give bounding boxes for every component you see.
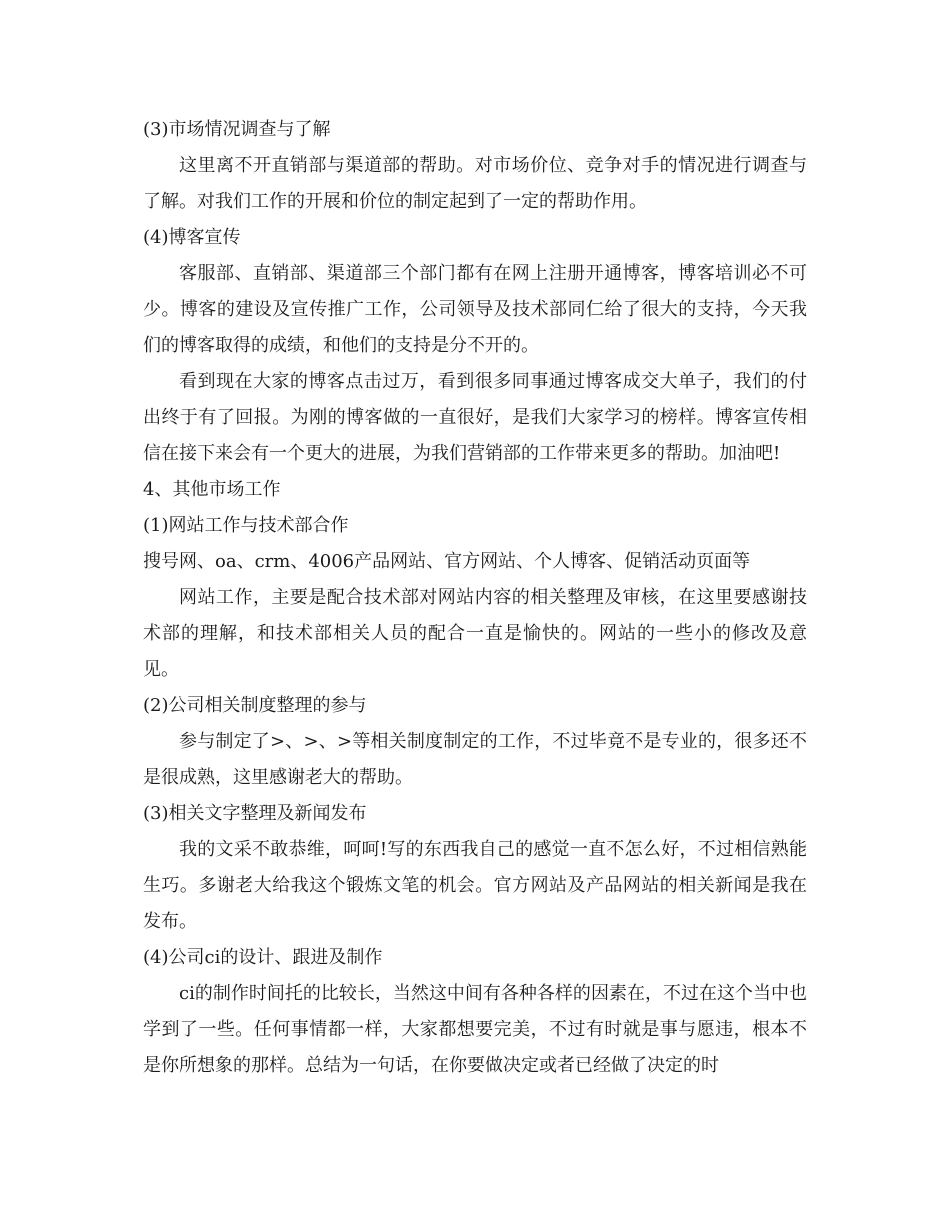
body-paragraph: 参与制定了>、>、>等相关制度制定的工作，不过毕竟不是专业的，很多还不是很成熟，这里感谢老大的帮助。 [143,731,807,788]
section-heading: (3)相关文字整理及新闻发布 [143,803,367,824]
section-heading: 搜号网、oa、crm、4006产品网站、官方网站、个人博客、促销活动页面等 [143,551,751,572]
body-paragraph: 我的文采不敢恭维，呵呵!写的东西我自己的感觉一直不怎么好，不过相信熟能生巧。多谢老大给我这个锻炼文笔的机会。官方网站及产品网站的相关新闻是我在发布。 [143,839,807,932]
document-body [143,112,807,1084]
section-heading: (1)网站工作与技术部合作 [143,515,349,536]
body-paragraph: ci的制作时间托的比较长，当然这中间有各种各样的因素在，不过在这个当中也学到了一些。任何事情都一样，大家都想要完美，不过有时就是事与愿违，根本不是你所想象的那样。总结为一句话，在你要做决定或者已经做了决定的时 [143,983,807,1076]
section-heading: (3)市场情况调查与了解 [143,119,331,140]
section-heading: (2)公司相关制度整理的参与 [143,695,367,716]
body-paragraph: 网站工作，主要是配合技术部对网站内容的相关整理及审核，在这里要感谢技术部的理解，和技术部相关人员的配合一直是愉快的。网站的一些小的修改及意见。 [143,587,807,680]
section-heading: (4)公司ci的设计、跟进及制作 [143,947,383,968]
body-paragraph: 这里离不开直销部与渠道部的帮助。对市场价位、竞争对手的情况进行调查与了解。对我们工作的开展和价位的制定起到了一定的帮助作用。 [143,155,807,212]
body-paragraph: 看到现在大家的博客点击过万，看到很多同事通过博客成交大单子，我们的付出终于有了回报。为刚的博客做的一直很好，是我们大家学习的榜样。博客宣传相信在接下来会有一个更大的进展，为我们营销部的工作带来更多的帮助。加油吧! [143,371,807,464]
body-paragraph: 客服部、直销部、渠道部三个部门都有在网上注册开通博客，博客培训必不可少。博客的建设及宣传推广工作，公司领导及技术部同仁给了很大的支持，今天我们的博客取得的成绩，和他们的支持是分不开的。 [143,263,807,356]
section-heading: 4、其他市场工作 [143,479,281,500]
section-heading: (4)博客宣传 [143,227,241,248]
